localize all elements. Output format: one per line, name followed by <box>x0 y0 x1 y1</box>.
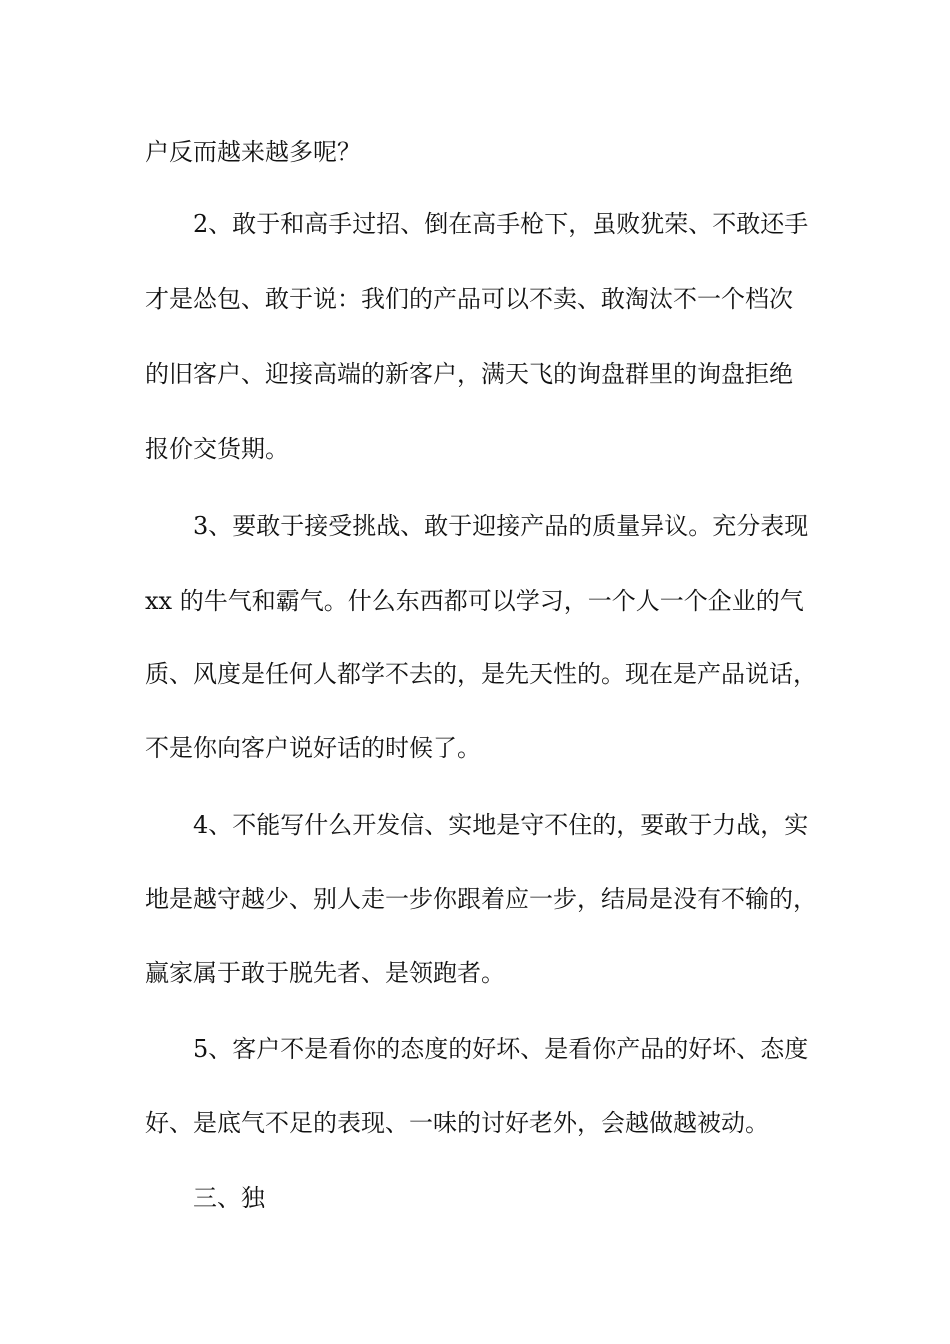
text-line: 报价交货期。 <box>145 435 289 463</box>
paragraph-4-line: 4、不能写什么开发信、实地是守不住的，要敢于力战，实 <box>193 811 809 839</box>
text-line: 质、风度是任何人都学不去的，是先天性的。现在是产品说话， <box>145 660 817 688</box>
section-heading: 三、独 <box>193 1184 265 1212</box>
text-line: 赢家属于敢于脱先者、是领跑者。 <box>145 959 505 987</box>
text-line: 地是越守越少、别人走一步你跟着应一步，结局是没有不输的， <box>145 885 817 913</box>
paragraph-2-line: 2、敢于和高手过招、倒在高手枪下，虽败犹荣、不敢还手 <box>193 210 809 238</box>
paragraph-5-line: 5、客户不是看你的态度的好坏、是看你产品的好坏、态度 <box>193 1035 809 1063</box>
text-line: 户反而越来越多呢？ <box>145 138 361 166</box>
text-line: 才是怂包、敢于说：我们的产品可以不卖、敢淘汰不一个档次 <box>145 285 793 313</box>
paragraph-3-line: 3、要敢于接受挑战、敢于迎接产品的质量异议。充分表现 <box>193 512 809 540</box>
text-line: 好、是底气不足的表现、一味的讨好老外，会越做越被动。 <box>145 1109 769 1137</box>
text-line: 不是你向客户说好话的时候了。 <box>145 734 481 762</box>
text-line: 的旧客户、迎接高端的新客户，满天飞的询盘群里的询盘拒绝 <box>145 360 793 388</box>
text-line: xx 的牛气和霸气。什么东西都可以学习，一个人一个企业的气 <box>145 587 804 615</box>
